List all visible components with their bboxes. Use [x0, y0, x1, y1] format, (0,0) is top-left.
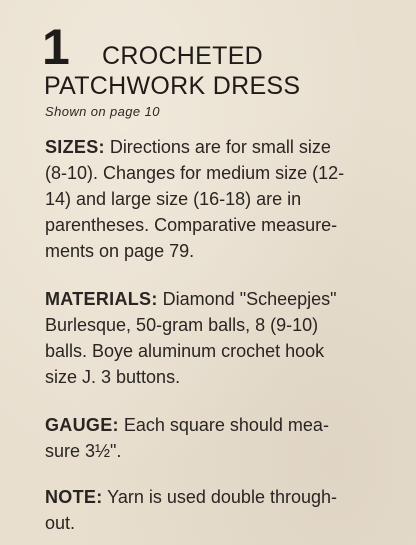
sizes-label: SIZES:	[45, 137, 105, 157]
materials-line: balls. Boye aluminum crochet hook	[45, 341, 325, 361]
note-line	[45, 484, 390, 510]
sizes-line: 14) and large size (16-18) are in	[45, 189, 302, 209]
note-text: Yarn is used double through-	[102, 487, 337, 507]
sizes-line: parentheses. Comparative measure-	[45, 215, 338, 235]
materials-line: size J. 3 buttons.	[45, 367, 181, 387]
note-section	[45, 484, 390, 536]
note-label: NOTE:	[45, 487, 103, 507]
title-line-2: PATCHWORK DRESS	[44, 72, 301, 100]
materials-line: Burlesque, 50-gram balls, 8 (9-10)	[45, 315, 319, 335]
gauge-line: sure 3½".	[45, 441, 122, 461]
shown-on-page-note: Shown on page 10	[45, 104, 160, 119]
sizes-text: Directions are for small size	[104, 137, 331, 157]
gauge-text: Each square should mea-	[118, 415, 329, 435]
sizes-section	[45, 134, 390, 264]
gauge-label: GAUGE:	[45, 415, 119, 435]
gauge-section	[45, 412, 390, 464]
title-line-1: CROCHETED	[102, 42, 264, 70]
pattern-number: 1	[42, 19, 70, 75]
materials-line	[45, 286, 390, 312]
materials-label: MATERIALS:	[45, 289, 158, 309]
materials-section	[45, 286, 390, 390]
gauge-line	[45, 412, 390, 438]
sizes-line: (8-10). Changes for medium size (12-	[45, 163, 345, 183]
sizes-line: ments on page 79.	[45, 241, 195, 261]
sizes-line	[45, 134, 390, 160]
materials-text: Diamond "Scheepjes"	[157, 289, 337, 309]
note-line: out.	[45, 513, 76, 533]
